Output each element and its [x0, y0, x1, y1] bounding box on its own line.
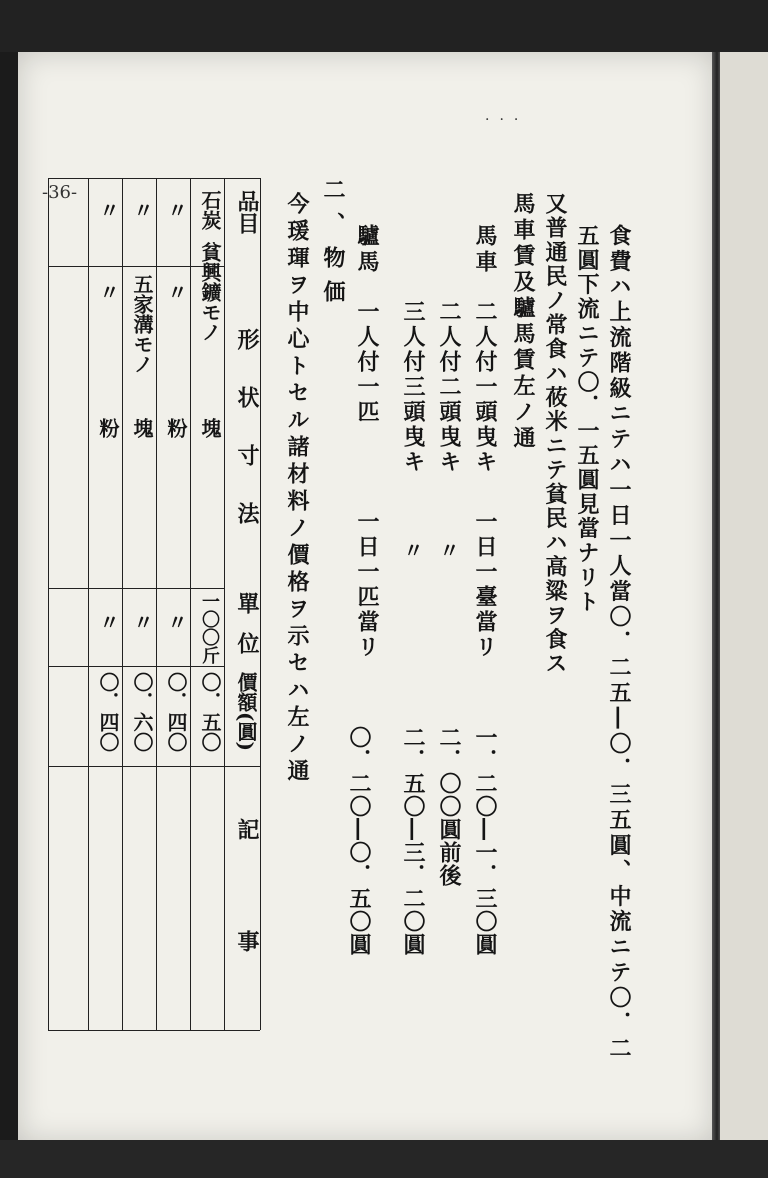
fare-desc-2: 二人付二頭曳キ [436, 300, 462, 475]
row4-unit: 〃 [96, 612, 120, 632]
ink-dots: ··· [485, 112, 529, 128]
header-price: 價額(圓) [234, 672, 258, 751]
fare-desc-1: 二人付一頭曳キ [472, 300, 498, 475]
fare-desc-4: 一人付一匹 [354, 300, 380, 425]
fare-unit-2: 〃 [436, 540, 460, 560]
row4-item: 〃 [96, 200, 120, 220]
row1-item: 石炭 [198, 190, 222, 230]
row3-shape: 塊 [130, 418, 154, 438]
row1-unit: 一〇〇斤 [199, 592, 220, 664]
fare-unit-3: 〃 [400, 540, 424, 560]
header-shape: 形状寸法 [234, 328, 260, 560]
body-line-1: 食費ハ上流階級ニテハ一日一人當〇．二五―〇．三五圓、中流ニテ〇．二 [606, 224, 632, 1063]
cart-label: 馬車 [472, 224, 498, 276]
row4-shape: 粉 [96, 418, 120, 438]
row1-shape: 塊 [198, 418, 222, 438]
row2-shape: 粉 [164, 418, 188, 438]
donkey-label: 驢馬 [354, 224, 380, 276]
row3-unit: 〃 [130, 612, 154, 632]
page-number: -36- [42, 182, 78, 203]
scanner-bottom-band [0, 1140, 768, 1178]
body-line-4: 馬車賃及驢馬賃左ノ通 [510, 192, 536, 452]
header-item: 品目 [234, 190, 260, 234]
fare-unit-4: 一日一匹當リ [354, 510, 380, 660]
fare-price-3: 二．五〇―三．二〇圓 [400, 726, 426, 956]
row3-source: 五家溝モノ [130, 274, 154, 374]
fare-price-2: 二．〇〇圓前後 [436, 726, 462, 887]
row1-source: 貧興鑛モノ [198, 242, 222, 342]
body-line-3: 又普通民ノ常食ハ莜米ニテ貧民ハ高粱ヲ食ス [542, 192, 568, 676]
header-unit: 單位 [234, 592, 260, 672]
header-remark: 記事 [234, 818, 260, 1042]
row3-item: 〃 [130, 200, 154, 220]
row4-source: 〃 [96, 282, 120, 302]
row2-item: 〃 [164, 200, 188, 220]
fare-price-1: 一．二〇―一．三〇圓 [472, 726, 498, 956]
scanner-top-band [0, 0, 768, 52]
row2-price: 〇．四〇 [164, 672, 188, 752]
fare-desc-3: 三人付三頭曳キ [400, 300, 426, 475]
section-title: 二、物価 [320, 178, 346, 314]
row2-source: 〃 [164, 282, 188, 302]
fare-price-4: 〇．二〇―〇．五〇圓 [346, 726, 372, 956]
fare-unit-1: 一日一臺當リ [472, 510, 498, 660]
body-line-2: 五圓下流ニテ〇．一五圓見當ナリト [574, 224, 600, 615]
next-page-edge [720, 52, 768, 1142]
row3-price: 〇．六〇 [130, 672, 154, 752]
price-table [48, 178, 262, 1042]
row1-price: 〇．五〇 [198, 672, 222, 752]
row2-unit: 〃 [164, 612, 188, 632]
section-intro: 今瑗琿ヲ中心トセル諸材料ノ價格ヲ示セハ左ノ通 [284, 192, 310, 786]
row4-price: 〇．四〇 [96, 672, 120, 752]
